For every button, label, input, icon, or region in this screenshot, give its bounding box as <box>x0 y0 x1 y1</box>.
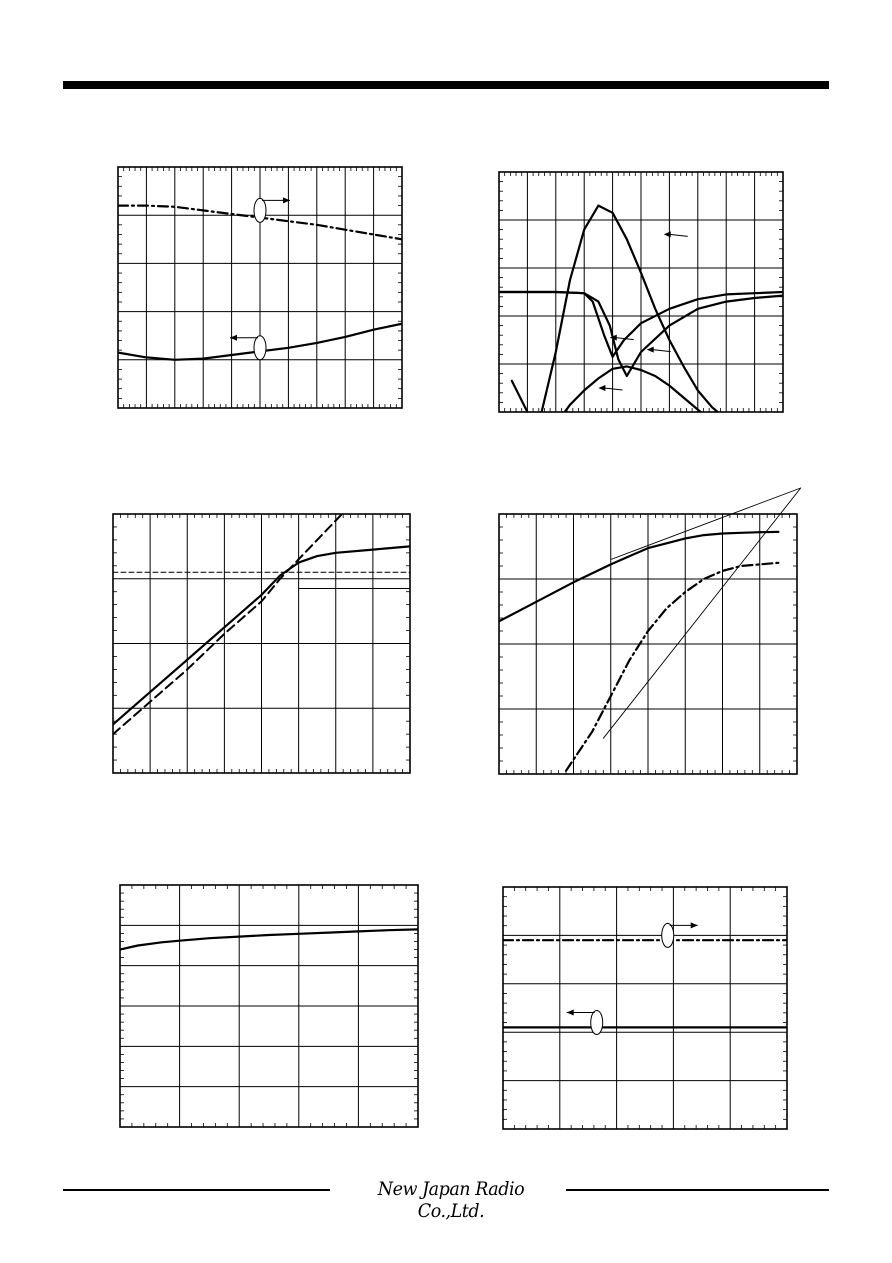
chart-5 <box>117 882 421 1130</box>
pointer-arrow-line <box>604 388 622 390</box>
footer-rule-right <box>566 1189 829 1191</box>
chart-4 <box>496 511 800 777</box>
chart-3 <box>110 511 413 776</box>
axis-arrow-head <box>283 197 290 203</box>
chart-6 <box>500 884 790 1132</box>
plot-frame <box>503 887 787 1129</box>
header-bar <box>63 81 829 89</box>
chart-2 <box>496 169 786 415</box>
series-marker-ellipse <box>591 1011 603 1035</box>
axis-arrow-head <box>567 1010 574 1016</box>
axis-arrow-head <box>691 922 698 928</box>
company-logo: New Japan Radio Co.,Ltd. <box>377 1178 525 1222</box>
axis-arrow-head <box>230 335 237 341</box>
series-marker-ellipse <box>662 923 674 947</box>
pointer-arrow-line <box>653 350 671 352</box>
series-line-4 <box>512 366 726 448</box>
pointer-arrow-head <box>647 347 654 353</box>
pointer-arrow-head <box>598 385 605 391</box>
series-marker-ellipse <box>254 198 266 222</box>
pointer-arrow-line <box>670 234 688 236</box>
series-line-1 <box>499 532 778 621</box>
chart-1 <box>115 164 405 411</box>
series-line-1 <box>120 929 418 949</box>
pointer-arrow-head <box>664 231 671 237</box>
series-line-2 <box>566 563 778 771</box>
series-line-2 <box>113 482 373 735</box>
series-marker-ellipse <box>254 336 266 360</box>
footer-rule-left <box>63 1189 330 1191</box>
